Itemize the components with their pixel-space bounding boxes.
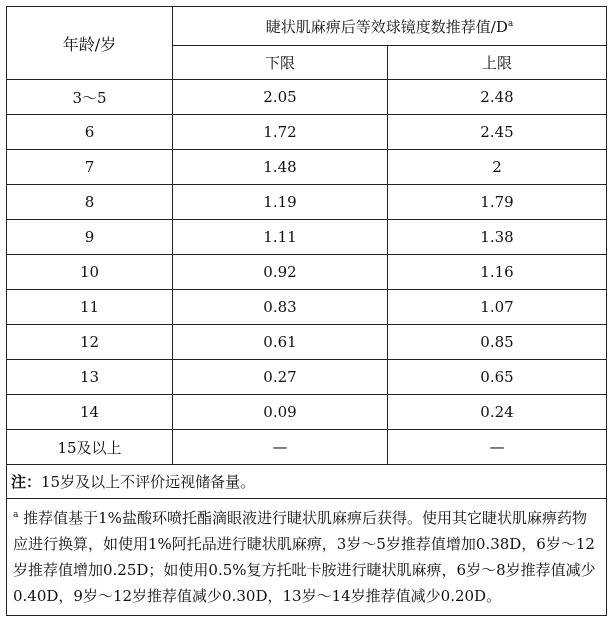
lower-limit-cell: 0.83: [173, 290, 388, 325]
lower-limit-header: [173, 46, 388, 80]
upper-limit-label: 上限: [481, 54, 512, 72]
table-row: [7, 80, 607, 115]
upper-limit-cell: 1.16: [388, 255, 607, 290]
upper-limit-cell: 1.79: [388, 185, 607, 220]
lower-limit-cell: 1.48: [173, 150, 388, 185]
footnote-row: [7, 499, 607, 616]
footnote-marker: a: [507, 18, 514, 29]
upper-limit-cell: 0.65: [388, 360, 607, 395]
upper-limit-cell: 2.48: [388, 80, 607, 115]
note-row: [7, 465, 607, 499]
table-row: [7, 395, 607, 430]
table-row: [7, 220, 607, 255]
recommended-value-title: 睫状肌麻痹后等效球镜度数推荐值/D: [265, 17, 508, 36]
footnote-cell: [7, 499, 607, 616]
age-cell: 9: [7, 220, 173, 255]
lower-limit-cell: 0.92: [173, 255, 388, 290]
age-column-header: [7, 7, 173, 80]
hyperopia-reserve-table: [6, 6, 607, 616]
age-cell: 3～5: [7, 80, 173, 115]
table-row: [7, 185, 607, 220]
note-text: 15岁及以上不评价远视储备量。: [41, 473, 256, 491]
table-row: [7, 115, 607, 150]
age-cell: 12: [7, 325, 173, 360]
footnote-text: 推荐值基于1%盐酸环喷托酯滴眼液进行睫状肌麻痹后获得。使用其它睫状肌麻痹药物应进行换算，如使用1%阿托品进行睫状肌麻痹，3岁～5岁推荐值增加0.38D，6岁～12岁推荐值增加0.25D；如使用0.5%复方托吡卡胺进行睫状肌麻痹，6岁～8岁推荐值减少0.40D，9岁～12岁推荐值减少0.30D，13岁～14岁推荐值减少0.20D。: [13, 509, 596, 605]
table-row: [7, 150, 607, 185]
lower-limit-cell: 1.11: [173, 220, 388, 255]
age-cell: 6: [7, 115, 173, 150]
table-row: [7, 430, 607, 465]
lower-limit-cell: 0.09: [173, 395, 388, 430]
recommended-value-header: [173, 7, 607, 46]
age-cell: 15及以上: [7, 430, 173, 465]
upper-limit-cell: 2: [388, 150, 607, 185]
footnote-sup: a: [13, 510, 19, 520]
note-cell: [7, 465, 607, 499]
table-row: [7, 290, 607, 325]
lower-limit-cell: 1.72: [173, 115, 388, 150]
upper-limit-cell: 2.45: [388, 115, 607, 150]
upper-limit-cell: 0.24: [388, 395, 607, 430]
lower-limit-cell: —: [173, 430, 388, 465]
age-cell: 10: [7, 255, 173, 290]
upper-limit-cell: 1.38: [388, 220, 607, 255]
table-row: [7, 325, 607, 360]
note-label: 注：: [11, 473, 42, 491]
table-row: [7, 255, 607, 290]
hyperopia-reserve-table-container: [6, 6, 606, 616]
lower-limit-cell: 0.27: [173, 360, 388, 395]
lower-limit-cell: 1.19: [173, 185, 388, 220]
lower-limit-cell: 2.05: [173, 80, 388, 115]
upper-limit-cell: 1.07: [388, 290, 607, 325]
upper-limit-cell: —: [388, 430, 607, 465]
age-cell: 11: [7, 290, 173, 325]
age-cell: 7: [7, 150, 173, 185]
lower-limit-cell: 0.61: [173, 325, 388, 360]
table-row: [7, 360, 607, 395]
upper-limit-cell: 0.85: [388, 325, 607, 360]
age-header-label: 年龄/岁: [62, 34, 117, 54]
age-cell: 14: [7, 395, 173, 430]
upper-limit-header: [388, 46, 607, 80]
age-cell: 13: [7, 360, 173, 395]
lower-limit-label: 下限: [264, 54, 295, 72]
age-cell: 8: [7, 185, 173, 220]
